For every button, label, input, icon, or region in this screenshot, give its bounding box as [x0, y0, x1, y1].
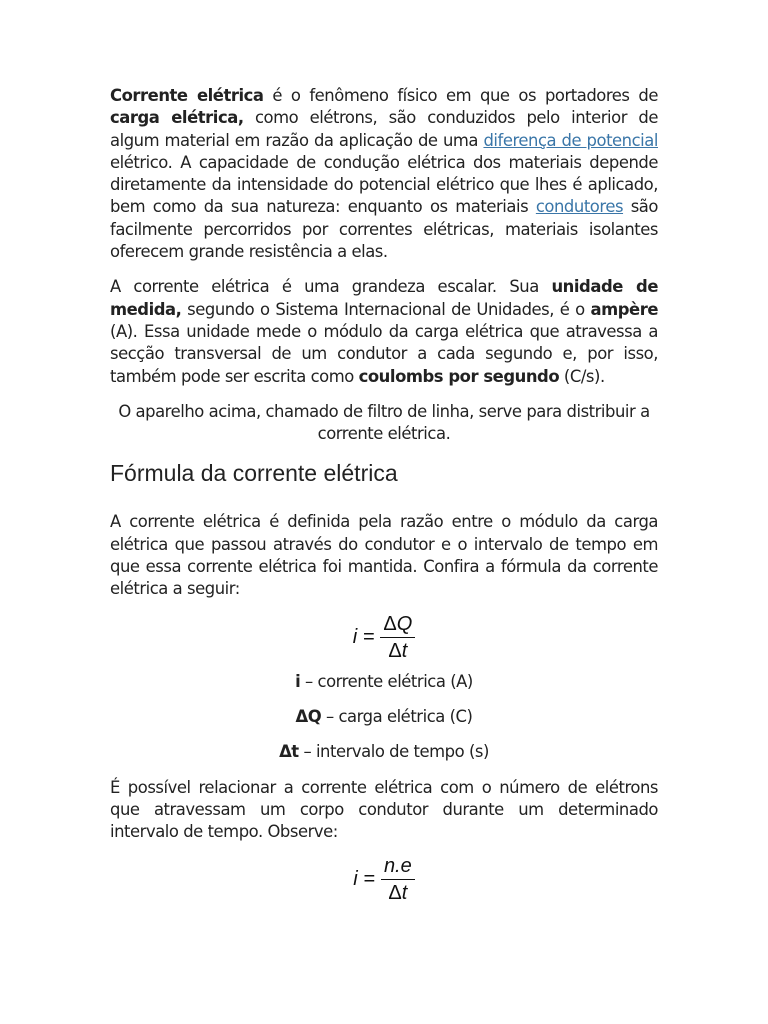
term-carga-eletrica: carga elétrica, — [110, 108, 244, 128]
formula-fraction — [380, 612, 415, 663]
image-caption: O aparelho acima, chamado de filtro de linha, serve para distribuir a corrente elétrica. — [118, 401, 650, 444]
formula-numerator: ΔQ — [380, 612, 415, 638]
intro-paragraph: Corrente elétrica é o fenômeno físico em que os portadores de carga elétrica, como elétrons, são conduzidos pelo interior de algum material em razão da aplicação de uma diferença de potencial elétrico. A capacidade de condução elétrica dos materiais depende diretamente da intensidade do potencial elétrico que lhes é aplicado, bem como da sua natureza: enquanto os materiais condutores são facilmente percorridos por correntes elétricas, materiais isolantes oferecem grande resistência a elas. — [110, 86, 658, 262]
formula-intro-paragraph: A corrente elétrica é definida pela razão entre o módulo da carga elétrica que passou através do condutor e o intervalo de tempo em que essa corrente elétrica foi mantida. Confira a fórmula da corrente elétrica a seguir: — [110, 512, 658, 599]
current-formula — [110, 611, 658, 665]
formula2-denominator: Δt — [388, 881, 408, 904]
legend-current: i – corrente elétrica (A) — [295, 671, 473, 691]
term-coulombs-por-segundo: coulombs por segundo — [358, 366, 560, 386]
formula2-numerator: n.e — [381, 854, 415, 880]
legend-charge: ΔQ – carga elétrica (C) — [295, 706, 473, 726]
formula2-fraction — [381, 854, 415, 905]
legend-time: Δt – intervalo de tempo (s) — [279, 742, 489, 762]
link-condutores[interactable]: condutores — [535, 197, 624, 217]
link-diferenca-de-potencial[interactable]: diferença de potencial — [483, 130, 658, 150]
unit-paragraph: A corrente elétrica é uma grandeza escalar. Sua unidade de medida, segundo o Sistema Internacional de Unidades, é o ampère (A). Essa unidade mede o módulo da carga elétrica que atravessa a secção transversal de um condutor a cada segundo e, por isso, também pode ser escrita como coulombs por segundo (C/s). — [110, 277, 658, 386]
formula-lhs: i = — [352, 626, 375, 649]
formula2-lhs: i = — [353, 867, 375, 890]
term-unidade-de-medida: unidade de medida, — [110, 277, 658, 319]
section-heading: Fórmula da corrente elétrica — [110, 460, 398, 487]
article-content — [110, 85, 658, 907]
term-corrente-eletrica: Corrente elétrica — [110, 86, 264, 105]
electrons-paragraph: É possível relacionar a corrente elétrica com o número de elétrons que atravessam um corpo condutor durante um determinado intervalo de tempo. Observe: — [110, 777, 658, 842]
formula-denominator: Δt — [388, 640, 408, 663]
electron-current-formula — [110, 851, 658, 907]
term-ampere: ampère — [590, 299, 658, 319]
